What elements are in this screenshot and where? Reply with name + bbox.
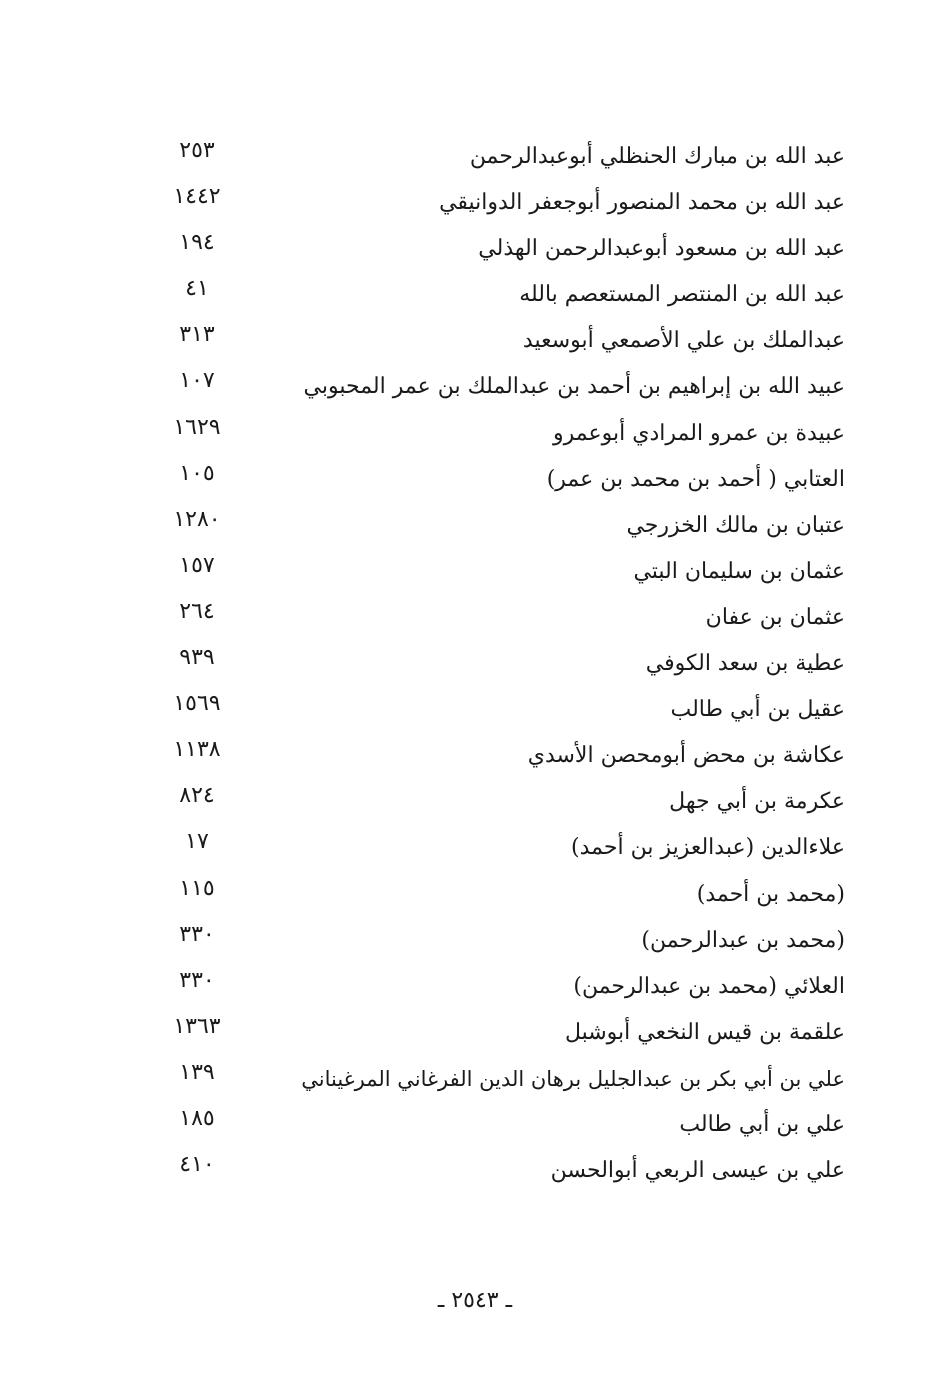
entry-name: علي بن أبي طالب — [679, 1111, 845, 1137]
entry-page-number: ٢٥٣ — [179, 138, 215, 163]
entry-name: عبيدة بن عمرو المرادي أبوعمرو — [553, 420, 845, 446]
entry-page-number: ٣١٣ — [179, 322, 215, 348]
entry-page-number: ١٦٢٩ — [173, 414, 221, 440]
entry-page-number: ٤١ — [185, 276, 209, 302]
index-entry — [0, 549, 950, 595]
entry-page-number: ١٧ — [185, 829, 209, 855]
index-entry — [0, 872, 950, 918]
index-entry — [0, 964, 950, 1010]
index-entry — [0, 272, 950, 318]
entry-name: (محمد بن أحمد) — [696, 881, 845, 907]
page-number-footer: ـ ٢٥٤٣ ـ — [437, 1288, 513, 1313]
index-entry — [0, 411, 950, 457]
entry-name: عبيد الله بن إبراهيم بن أحمد بن عبدالملك بن عمر المحبوبي — [303, 374, 845, 400]
entry-name: علاءالدين (عبدالعزيز بن أحمد) — [571, 835, 845, 861]
index-entry — [0, 180, 950, 226]
entry-name: علي بن أبي بكر بن عبدالجليل برهان الدين الفرغاني المرغيناني — [301, 1066, 845, 1091]
entry-page-number: ١٣٦٣ — [173, 1013, 221, 1039]
index-entry — [0, 364, 950, 410]
index-entry — [0, 457, 950, 503]
entry-page-number: ١٥٧ — [179, 552, 215, 578]
entry-name: (محمد بن عبدالرحمن) — [641, 927, 845, 953]
entry-name: عكرمة بن أبي جهل — [669, 789, 845, 815]
index-entry — [0, 687, 950, 733]
entry-page-number: ٩٣٩ — [179, 645, 215, 671]
entry-name: عتبان بن مالك الخزرجي — [626, 512, 845, 538]
entry-name: العتابي ( أحمد بن محمد بن عمر) — [546, 466, 845, 492]
entry-page-number: ٣٣٠ — [179, 921, 215, 947]
entry-name: عبد الله بن مسعود أبوعبدالرحمن الهذلي — [478, 236, 845, 262]
entry-page-number: ١١٥ — [179, 875, 215, 901]
entry-page-number: ١٤٤٢ — [173, 184, 221, 210]
index-entry — [0, 1010, 950, 1056]
entry-name: علقمة بن قيس النخعي أبوشبل — [564, 1019, 845, 1045]
entry-page-number: ١٨٥ — [179, 1105, 215, 1131]
entry-page-number: ١٠٥ — [179, 460, 215, 486]
index-entry — [0, 595, 950, 641]
entry-name: عطية بن سعد الكوفي — [645, 651, 845, 677]
entry-name: علي بن عيسى الربعي أبوالحسن — [550, 1158, 845, 1184]
entry-page-number: ١٣٩ — [179, 1059, 215, 1085]
index-entry — [0, 134, 950, 180]
index-entry — [0, 1102, 950, 1148]
entry-page-number: ١١٣٨ — [173, 737, 221, 763]
entry-name: عبد الله بن مبارك الحنظلي أبوعبدالرحمن — [469, 144, 845, 169]
index-entry — [0, 318, 950, 364]
entry-name: عبد الله بن محمد المنصور أبوجعفر الدوانيقي — [439, 190, 845, 216]
index-list — [0, 134, 950, 1194]
index-entry — [0, 226, 950, 272]
entry-page-number: ٢٦٤ — [179, 598, 215, 624]
entry-name: عثمان بن سليمان البتي — [633, 558, 845, 584]
entry-page-number: ١٠٧ — [179, 368, 215, 394]
entry-name: عبدالملك بن علي الأصمعي أبوسعيد — [522, 328, 845, 354]
entry-page-number: ١٩٤ — [179, 230, 215, 256]
entry-page-number: ١٥٦٩ — [173, 691, 221, 717]
index-entry — [0, 779, 950, 825]
entry-name: عبد الله بن المنتصر المستعصم بالله — [519, 282, 845, 308]
index-entry — [0, 503, 950, 549]
entry-name: عثمان بن عفان — [705, 604, 845, 630]
index-entry — [0, 825, 950, 871]
entry-name: عكاشة بن محض أبومحصن الأسدي — [527, 743, 845, 769]
entry-page-number: ٣٣٠ — [179, 967, 215, 993]
index-entry — [0, 918, 950, 964]
entry-name: عقيل بن أبي طالب — [670, 697, 845, 723]
index-entry — [0, 641, 950, 687]
entry-page-number: ٤١٠ — [179, 1152, 215, 1178]
entry-name: العلائي (محمد بن عبدالرحمن) — [573, 973, 845, 999]
entry-page-number: ١٢٨٠ — [173, 506, 221, 532]
entry-page-number: ٨٢٤ — [179, 783, 215, 809]
index-entry — [0, 733, 950, 779]
index-entry — [0, 1056, 950, 1102]
index-entry — [0, 1148, 950, 1194]
